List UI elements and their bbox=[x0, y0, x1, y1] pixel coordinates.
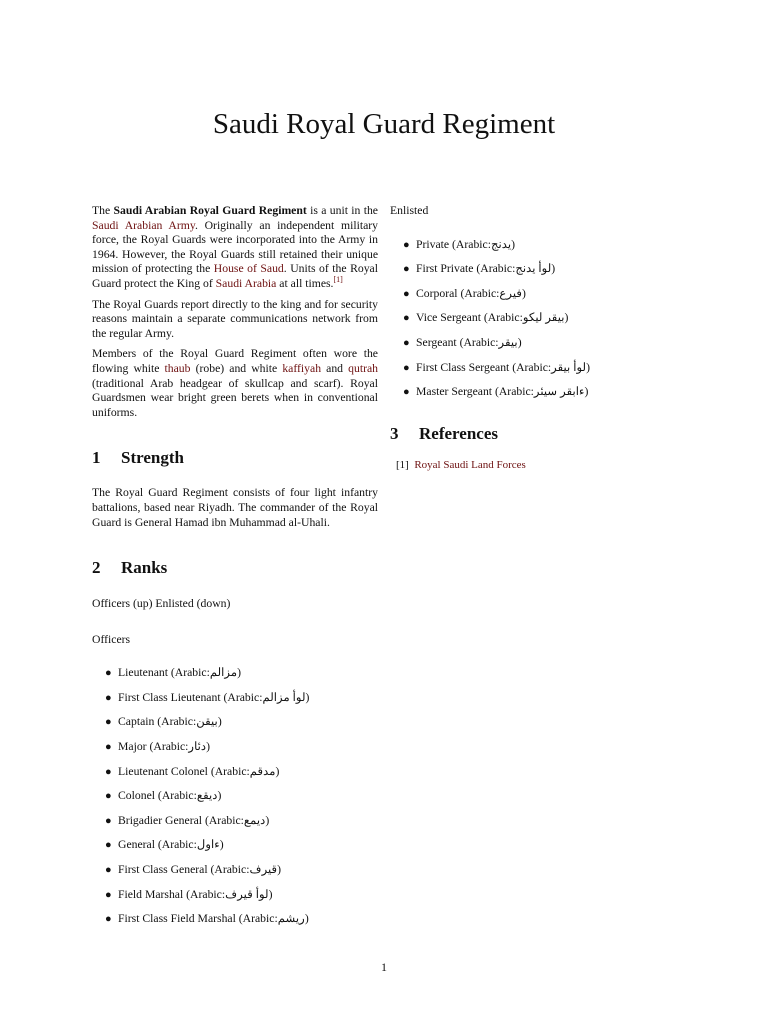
officers-list bbox=[92, 666, 378, 937]
enlisted-rank-text: First Private (Arabic:لوأ يدنج) bbox=[416, 262, 556, 276]
officers-rank-item bbox=[92, 863, 378, 888]
bullet-icon: ● bbox=[403, 287, 410, 300]
dress-paragraph bbox=[92, 347, 378, 420]
enlisted-rank-item bbox=[390, 311, 680, 336]
intro-paragraph bbox=[92, 204, 378, 292]
ranks-subtitle: Officers (up) Enlisted (down) bbox=[92, 597, 231, 611]
bullet-icon: ● bbox=[403, 336, 410, 349]
enlisted-rank-text: Corporal (Arabic:فيرع) bbox=[416, 286, 526, 300]
bullet-icon: ● bbox=[105, 839, 112, 852]
bullet-icon: ● bbox=[105, 741, 112, 754]
left-column bbox=[92, 204, 378, 937]
page-number: 1 bbox=[381, 960, 387, 974]
security-paragraph: The Royal Guards report directly to the king and for security reasons maintain a separate communications network from the regular Army. bbox=[92, 297, 378, 340]
bullet-icon: ● bbox=[403, 361, 410, 374]
enlisted-rank-text: First Class Sergeant (Arabic:لوأ بيقر) bbox=[416, 360, 590, 374]
link-thaub[interactable]: thaub bbox=[164, 361, 191, 375]
officers-rank-text: General (Arabic:ءاول) bbox=[118, 838, 224, 852]
officers-rank-text: Field Marshal (Arabic:لوأ قيرف) bbox=[118, 887, 273, 901]
intro-text: at all times. bbox=[276, 276, 334, 290]
bullet-icon: ● bbox=[105, 888, 112, 901]
officers-rank-text: Colonel (Arabic:ديقع) bbox=[118, 789, 222, 803]
enlisted-list bbox=[390, 238, 680, 410]
intro-text: is a unit in the bbox=[306, 204, 378, 217]
section-number: 2 bbox=[92, 558, 101, 578]
officers-rank-item bbox=[92, 666, 378, 691]
bullet-icon: ● bbox=[403, 312, 410, 325]
intro-text: . Originally an independent military force, the Royal Guards were incorporated into the Army in 1964. However, the Royal Guards still retained their unique mission of protecting the bbox=[92, 218, 378, 276]
section-heading-references bbox=[390, 424, 680, 444]
officers-rank-text: Lieutenant Colonel (Arabic:مدقم) bbox=[118, 764, 280, 778]
reference-link[interactable]: Royal Saudi Land Forces bbox=[414, 458, 526, 471]
bullet-icon: ● bbox=[105, 691, 112, 704]
officers-rank-item bbox=[92, 888, 378, 913]
officers-rank-text: First Class Field Marshal (Arabic:ريشم) bbox=[118, 912, 309, 926]
citation-link[interactable]: [1] bbox=[333, 275, 343, 285]
strength-paragraph: The Royal Guard Regiment consists of four light infantry battalions, based near Riyadh. The commander of the Royal Guard is General Hamad ibn Muhammad al-Uhali. bbox=[92, 486, 378, 529]
officers-rank-item bbox=[92, 691, 378, 716]
intro-text: . Units of the Royal Guard protect the King of bbox=[92, 262, 378, 290]
right-column bbox=[390, 204, 680, 472]
link-house-of-saud[interactable]: House of Saud bbox=[213, 262, 284, 276]
link-kaffiyah[interactable]: kaffiyah bbox=[282, 361, 322, 375]
bullet-icon: ● bbox=[105, 913, 112, 926]
officers-rank-item bbox=[92, 715, 378, 740]
officers-rank-item bbox=[92, 789, 378, 814]
officers-rank-text: Lieutenant (Arabic:مزالم) bbox=[118, 666, 242, 680]
section-number: 1 bbox=[92, 448, 101, 468]
bullet-icon: ● bbox=[105, 716, 112, 729]
link-saudi-arabia[interactable]: Saudi Arabia bbox=[215, 276, 277, 290]
section-title: Ranks bbox=[121, 558, 168, 578]
bullet-icon: ● bbox=[105, 667, 112, 680]
dress-text: (robe) and white bbox=[190, 361, 283, 375]
section-heading-strength bbox=[92, 448, 378, 468]
bullet-icon: ● bbox=[403, 263, 410, 276]
enlisted-rank-item bbox=[390, 287, 680, 312]
intro-text: The bbox=[92, 204, 114, 217]
enlisted-rank-text: Sergeant (Arabic:بيقر) bbox=[416, 335, 522, 349]
enlisted-rank-item bbox=[390, 385, 680, 410]
officers-rank-item bbox=[92, 912, 378, 937]
enlisted-rank-item bbox=[390, 238, 680, 263]
reference-number: [1] bbox=[396, 458, 409, 471]
dress-text: (traditional Arab headgear of skullcap and scarf). Royal Guardsmen wear bright green berets when in conventional uniforms. bbox=[92, 376, 378, 419]
section-heading-ranks bbox=[92, 558, 378, 578]
enlisted-rank-text: Vice Sergeant (Arabic:بيقر ليكو) bbox=[416, 311, 569, 325]
enlisted-rank-text: Master Sergeant (Arabic:ءابقر سيئر) bbox=[416, 385, 589, 399]
officers-label: Officers bbox=[92, 632, 131, 646]
section-number: 3 bbox=[390, 423, 399, 443]
officers-rank-text: Major (Arabic:دئار) bbox=[118, 740, 210, 754]
officers-rank-item bbox=[92, 740, 378, 765]
bullet-icon: ● bbox=[403, 386, 410, 399]
officers-rank-text: First Class Lieutenant (Arabic:لوأ مزالم) bbox=[118, 690, 310, 704]
enlisted-rank-item bbox=[390, 361, 680, 386]
enlisted-label: Enlisted bbox=[390, 204, 429, 217]
bullet-icon: ● bbox=[105, 814, 112, 827]
officers-rank-item bbox=[92, 765, 378, 790]
page-title: Saudi Royal Guard Regiment bbox=[212, 108, 556, 140]
section-title: Strength bbox=[121, 448, 184, 468]
bullet-icon: ● bbox=[403, 238, 410, 251]
article-subject: Saudi Arabian Royal Guard Regiment bbox=[113, 204, 307, 217]
officers-rank-item bbox=[92, 814, 378, 839]
enlisted-rank-item bbox=[390, 262, 680, 287]
bullet-icon: ● bbox=[105, 864, 112, 877]
link-saudi-arabian-army[interactable]: Saudi Arabian Army bbox=[92, 218, 195, 232]
dress-text: Members of the Royal Guard Regiment often wore the flowing white bbox=[92, 347, 378, 375]
bullet-icon: ● bbox=[105, 790, 112, 803]
enlisted-rank-item bbox=[390, 336, 680, 361]
link-qutrah[interactable]: qutrah bbox=[348, 361, 378, 375]
bullet-icon: ● bbox=[105, 765, 112, 778]
officers-rank-text: First Class General (Arabic:قيرف) bbox=[118, 863, 282, 877]
officers-rank-text: Brigadier General (Arabic:ديمع) bbox=[118, 813, 270, 827]
officers-rank-text: Captain (Arabic:بيقن) bbox=[118, 715, 222, 729]
officers-rank-item bbox=[92, 838, 378, 863]
dress-text: and bbox=[321, 361, 349, 375]
section-title: References bbox=[419, 423, 498, 443]
enlisted-rank-text: Private (Arabic:يدنج) bbox=[416, 237, 516, 251]
reference-item bbox=[390, 458, 680, 473]
